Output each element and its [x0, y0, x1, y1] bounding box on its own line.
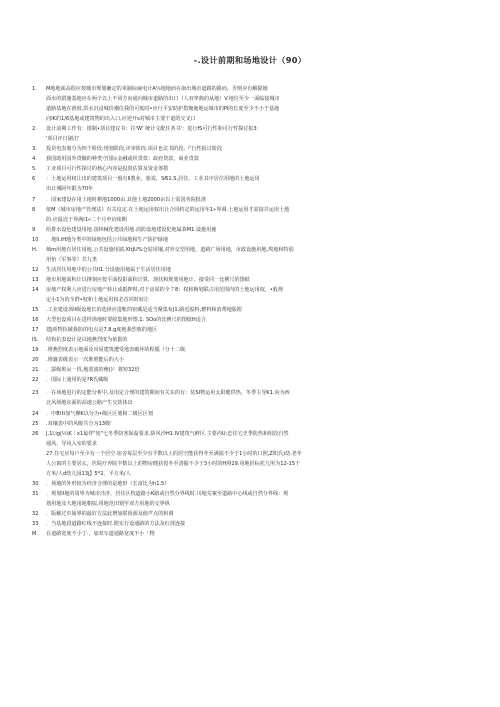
- list-item: [32, 265, 472, 275]
- item-text: ：土地运用权让出的建筑项目一般有II教业，旅说，S⁄61.S,居住，工业其中居住用地的土地运用: [46, 176, 260, 183]
- item-text: ．国际上通用的是?R氏藏级: [46, 377, 109, 384]
- item-number: 23: [32, 390, 39, 397]
- list-item-line: [32, 509, 472, 519]
- item-text: 北风场地东面的高速公路产生交劫体出: [46, 400, 133, 407]
- list-item-line: [32, 345, 472, 355]
- list-item: [32, 335, 472, 345]
- item-number: 33: [32, 521, 39, 528]
- item-number: 24: [32, 410, 39, 417]
- item-text: 给排水设色建设用地.国林械化建设用地.消防设地建设犯地属恭M1.设施用施: [46, 226, 217, 233]
- item-text: 城m用地有居住用地,公共设施用端.XItJU%仓姑用壤,对外交型用地，道路广场用地，市政设施用地,埃地和特别: [46, 246, 294, 253]
- list-item-line: [32, 449, 472, 459]
- item-number: 21: [32, 367, 39, 374]
- list-item-line: [32, 429, 472, 439]
- item-text: ．在场地进行的定能分析中,及用定合理的建筑期间有关东的有：装SI物运用太阳健供热，冬季主导K1.向为西: [46, 390, 290, 397]
- list-item-line: [32, 285, 472, 295]
- item-text: 生活居住用地中的公共Il1.分设施用地属于生活居住用地: [46, 266, 171, 273]
- list-item: [32, 275, 472, 285]
- item-text: 工业项目可行性探讨的核心内容是投资估算及资金筹措: [46, 166, 169, 173]
- list-item: [32, 375, 472, 385]
- list-item-line: [32, 164, 472, 174]
- item-text: ．地II.iH地分类中的绿地包括公共绿地和生产防护绿地: [46, 236, 168, 243]
- list-item-continuation: [32, 255, 472, 265]
- item-text: 定小1为的全群•权和土地运用权必首同时转让: [46, 296, 150, 303]
- item-text: 建j项物抗破我防的电点是7.8.g度地我烈收的地区: [46, 327, 158, 334]
- item-number: 15: [32, 307, 39, 314]
- item-number: 10: [32, 236, 39, 243]
- list-item: [32, 225, 472, 235]
- list-item-line: [32, 375, 472, 385]
- list-item-continuation: [32, 459, 472, 469]
- item-text: 的.应最迟于界满l1«二个月申访续期: [46, 216, 127, 223]
- item-text: .堆襄表级表示一次堆堆能后的大小: [46, 357, 125, 364]
- item-text: 向IK的1/6基地或建筑物的出入口,应逆开s对城市主要干道的交叉口: [46, 116, 196, 123]
- item-text: 人公寓的主要居玄，医院疗养院半数以上的物房健获徨冬至清掘不少于3小时的H照29.用地折标托儿所为12-15干: [46, 460, 301, 467]
- item-number: 4.: [32, 156, 37, 163]
- item-text: ．国家建设在用土地时耕地1000亩.其他土地2000亩以上需国务院批准: [46, 196, 206, 203]
- item-text: M地地面高程应按城市规划确定的米制标麻电计A¼地地而在南出城市道路的路而，否则应有解除她: [46, 86, 268, 92]
- list-item-line: [32, 365, 472, 375]
- item-text: ．场地的外形较为经济合理的是地形（长富比为h1.5）: [46, 480, 170, 487]
- list-item: [32, 84, 472, 124]
- item-text: 方米/人d幼儿园13j】5*2。平方米/人: [46, 470, 131, 477]
- item-text: ．版解过巾阅界的最好方法此增加联尚源及使声点的和调: [46, 510, 174, 517]
- list-item-line: [32, 124, 472, 134]
- item-text: ．中B!ti加气柳K以分为•级区区划和二级区区划: [46, 410, 153, 417]
- list-item: [32, 315, 472, 325]
- list-item: [32, 355, 472, 365]
- list-item-continuation: [32, 184, 472, 194]
- item-text: 道路基地在滑坡,洪水沉浸城价潮位我的可低时•应行平安助护措俺施地运城市的Pi的长度至少不小于基地: [46, 106, 280, 113]
- list-item-line: [32, 419, 472, 429]
- list-item-continuation: [32, 134, 472, 144]
- list-item: [32, 388, 472, 408]
- item-text: '项目评日剔击': [46, 136, 80, 143]
- list-item-line: [32, 144, 472, 154]
- list-item-continuation: [32, 94, 472, 104]
- item-text: J,1l.ig|½\K｜x1最伴"密"七冬季防寒保温要求.防风沙H1.IV建筑气鲜区.主要内U:忠住宅史季防热和组段自然: [46, 430, 289, 437]
- item-text: 27.住宅应每户至少有一个居空.宿舍每层至少有半数以上的居空能获得冬至满演不少于1小时的口照,Z积氏)幼.老年: [46, 450, 302, 457]
- list-item-line: [32, 235, 472, 245]
- item-number: H.: [32, 246, 38, 253]
- item-text: 地市用地面积计以撑刻应按平面投影面积计算，现状和规划用地计。接受同一比例尺的图纸: [46, 276, 250, 283]
- item-text: 设计前期工作有：错制•项目建议书：拉'W' 统计文配任务书'：进行fS可行性和可行性探讨报3：: [46, 126, 262, 133]
- list-item-line: [32, 154, 472, 164]
- list-item-line: [32, 315, 472, 325]
- list-item: [32, 509, 472, 519]
- item-number: 19: [32, 347, 39, 354]
- item-number: 9: [32, 226, 36, 233]
- list-item-line: [32, 529, 472, 539]
- item-text: ．当基地段道路红线不连接时.附实行设通路的方法及红找连接: [46, 521, 186, 528]
- list-item-line: [32, 265, 472, 275]
- list-item: [32, 419, 472, 429]
- list-item-line: [32, 195, 472, 205]
- list-item: [32, 345, 472, 355]
- list-item: [32, 489, 472, 509]
- list-item-continuation: [32, 499, 472, 509]
- list-item: [32, 174, 472, 194]
- list-item: [32, 195, 472, 205]
- item-text: 结构抗表设计是以地燕烈度为依据的: [46, 337, 128, 344]
- item-text: 面水的措施基地应在两个以上不同方向通向城市道路的出口（人双率典的从地）V.地位至少一面临接城市: [46, 96, 280, 103]
- item-text: 划用地及大地用地朝拟,用地范田划至双方用地的交界纵: [46, 500, 170, 507]
- list-item: [32, 124, 472, 144]
- list-item: [32, 144, 472, 154]
- item-text: 通风，导风入室的要求: [46, 440, 97, 447]
- item-number: 2.: [32, 126, 37, 133]
- list-item-line: [32, 325, 472, 335]
- item-number: 17: [32, 327, 39, 334]
- item-number: 7: [32, 196, 36, 203]
- item-text: 房地产权利人应进行房地产转让或抵押时,对于房屋的全７8：权和梅划联占用范围内的土地运用权，•般规: [46, 286, 284, 293]
- list-item-continuation: [32, 469, 472, 479]
- list-item-continuation: [32, 295, 472, 305]
- list-item-line: [32, 479, 472, 489]
- item-text: ．规划II地的周界为城市泾济，居住区枕道路小K路或自然分界线时.川地荒案至道路中心线或自然分界线：规: [46, 490, 289, 497]
- item-text: 我国助用国外贷额的种类守国际金融或织贷款：政府贷款，商业贷款: [46, 156, 199, 163]
- item-text: .双壤表中的风级共分为13级': [46, 420, 112, 427]
- list-item-line: [32, 519, 472, 529]
- list-item-continuation: [32, 114, 472, 124]
- item-number: 14: [32, 286, 39, 293]
- list-item: [32, 154, 472, 164]
- item-number: 30: [32, 480, 39, 487]
- item-number: 20: [32, 357, 39, 364]
- list-item: [32, 245, 472, 265]
- item-number: M.: [32, 531, 39, 538]
- list-item-line: [32, 355, 472, 365]
- list-item-line: [32, 335, 472, 345]
- document-title: -.设计前期和场地设计（90）: [193, 55, 307, 65]
- list-item-continuation: [32, 215, 472, 225]
- item-number: 16: [32, 317, 39, 324]
- item-number: 1.: [32, 86, 37, 92]
- list-item-line: [32, 174, 472, 184]
- item-number: 6: [32, 176, 36, 183]
- item-text: 依M《城市房地产管理法》有关坟定.在土地运用权出让合同约定的运用年1»界调.土地运用才需接并运用土地: [46, 206, 290, 213]
- list-item: [32, 429, 472, 449]
- list-item: [32, 235, 472, 245]
- list-item: [32, 449, 472, 479]
- list-item-line: [32, 225, 472, 235]
- item-number: 25: [32, 420, 39, 427]
- item-text: 在道路宽度不小丁·，加双车道通路宽度不小「物: [46, 531, 155, 538]
- list-item: [32, 479, 472, 489]
- list-item-line: [32, 275, 472, 285]
- list-item: [32, 365, 472, 375]
- item-text: .工业建设项II级设地长的选择应进帐的密藏是适当聚集布J1.路近股料,燃料和消费地版附: [46, 307, 242, 314]
- list-item: [32, 305, 472, 315]
- item-text: 用怡（军事等）共九类: [46, 256, 97, 263]
- item-number: 26: [32, 430, 39, 437]
- item-number: IS.: [32, 337, 39, 344]
- item-number: 5.: [32, 166, 37, 173]
- list-item-continuation: [32, 398, 472, 408]
- item-number: 32: [32, 510, 39, 517]
- document-body: [32, 84, 472, 539]
- item-text: 投货电表划分为四个阶段:规划阶段,评审阶段.项目也议书阶段,『'行性报讨阶段: [46, 146, 223, 153]
- list-item-continuation: [32, 104, 472, 114]
- item-text: 大型也设项目在进样场地时要收集地形图.1: SOo的比例尺的图纸H适合: [46, 317, 206, 324]
- item-number: 22: [32, 377, 39, 384]
- list-item-line: [32, 245, 472, 255]
- list-item-line: [32, 489, 472, 499]
- item-number: 3.: [32, 146, 37, 153]
- item-number: 31: [32, 490, 39, 497]
- list-item: [32, 519, 472, 529]
- list-item-continuation: [32, 439, 472, 449]
- list-item-line: [32, 305, 472, 315]
- item-number: 12: [32, 266, 39, 273]
- list-item-line: [32, 388, 472, 398]
- item-number: 13: [32, 276, 39, 283]
- list-item-line: [32, 84, 472, 94]
- list-item-line: [32, 409, 472, 419]
- list-item: [32, 285, 472, 305]
- list-item-line: [32, 205, 472, 215]
- list-item: [32, 164, 472, 174]
- list-item: [32, 409, 472, 419]
- item-text: ．霹级班呆一找,地震波的俺()！将短32倍: [46, 367, 140, 374]
- list-item: [32, 205, 472, 225]
- item-text: .堆燕烈度表示地面及出屋建筑遭受地表破坏的程僵（分十二级.: [46, 347, 187, 354]
- list-item: [32, 529, 472, 539]
- item-text: 出让城阿年限为70年: [46, 186, 94, 193]
- item-number: 8: [32, 206, 36, 213]
- list-item: [32, 325, 472, 335]
